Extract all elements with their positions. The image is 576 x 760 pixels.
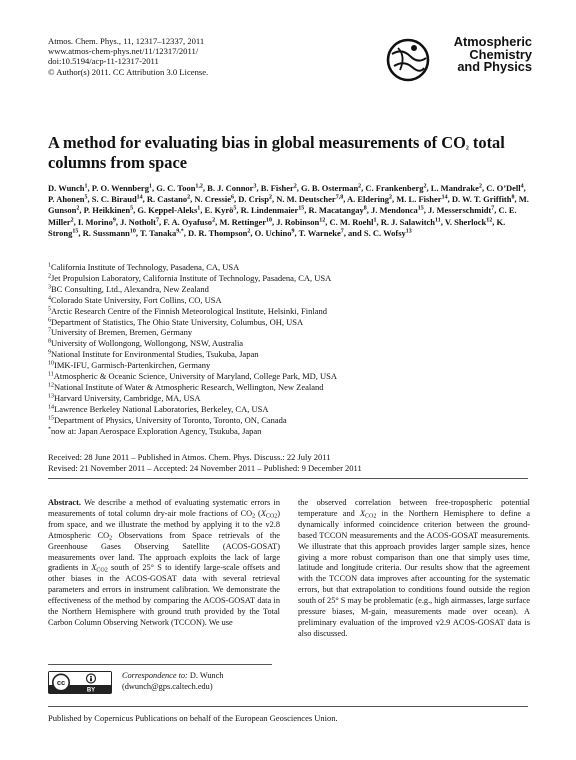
author-name: S. C. Wofsy bbox=[363, 227, 406, 238]
author bbox=[255, 228, 295, 238]
author-name: R. Sussmann bbox=[82, 227, 130, 238]
author-affiliation-mark: 11 bbox=[435, 217, 441, 224]
author-name: B. Fisher bbox=[260, 183, 294, 193]
author bbox=[431, 183, 482, 193]
author bbox=[238, 194, 272, 204]
author-name: P. O. Wennberg bbox=[91, 183, 149, 193]
abstract-subscript: 2 bbox=[252, 513, 256, 520]
affiliation-item bbox=[48, 273, 534, 284]
author-name: I. Morino bbox=[77, 216, 113, 227]
affiliation-number: 14 bbox=[48, 404, 54, 411]
affiliation-text: Department of Physics, University of Toronto, Toronto, ON, Canada bbox=[54, 414, 287, 425]
affiliation-number: 7 bbox=[48, 327, 51, 334]
author-name: O. Uchino bbox=[254, 227, 292, 238]
affiliation-text: Lawrence Berkeley National Laboratories, Berkeley, CA, USA bbox=[54, 403, 269, 414]
affiliation-text: now at: Japan Aerospace Exploration Agency, Tsukuba, Japan bbox=[51, 425, 262, 436]
author bbox=[83, 228, 136, 238]
author bbox=[205, 205, 237, 215]
abstract-text: the observed correlation between free-tropospheric potential temperature and bbox=[298, 498, 530, 518]
author-name: J. Robinson bbox=[276, 216, 320, 227]
author-affiliation-mark: 2 bbox=[70, 217, 74, 224]
author bbox=[92, 183, 152, 193]
abstract-subscript: CO2 bbox=[96, 567, 108, 574]
publication-dates bbox=[48, 452, 362, 474]
affiliation-text: National Institute for Environmental Studies, Tsukuba, Japan bbox=[51, 349, 259, 360]
author bbox=[261, 183, 297, 193]
author-affiliation-mark: 4 bbox=[520, 183, 524, 190]
author-name: T. Warneke bbox=[298, 227, 341, 238]
affiliation-number: 1 bbox=[48, 262, 51, 269]
author bbox=[452, 194, 515, 204]
author-name: T. Tanaka bbox=[140, 227, 177, 238]
author-affiliation-mark: 1,2 bbox=[195, 183, 203, 190]
author-name: M. Gunson bbox=[48, 194, 529, 216]
author bbox=[381, 217, 441, 227]
author-affiliation-mark: 2 bbox=[478, 183, 482, 190]
author-name: N. Cressie bbox=[194, 194, 231, 205]
author-affiliation-mark: 2 bbox=[247, 228, 251, 235]
author-affiliation-mark: 1 bbox=[148, 183, 152, 190]
author bbox=[301, 183, 361, 193]
correspondence-email[interactable]: (dwunch@gps.caltech.edu) bbox=[122, 681, 213, 691]
cc-by-icon bbox=[49, 672, 111, 693]
author bbox=[276, 217, 325, 227]
author-name: J. Messerschmidt bbox=[427, 205, 492, 216]
author-name: C. Frankenberg bbox=[365, 183, 424, 193]
abstract-text: south of 25° S to identify large-scale offsets and other biases in the ACOS-GOSAT data with several retrieval parameters and errors in instrument calibration. We demonstrate the effectiveness of the method by comparing the ACOS-GOSAT data in the Northern Hemisphere with ground truth provided by the Total Carbon Column Observing Network (TCCON). We use bbox=[48, 563, 280, 627]
author-affiliation-mark: 12 bbox=[319, 217, 326, 224]
footnote-divider bbox=[48, 664, 272, 665]
abstract-text: in the Northern Hemisphere to define a dynamically informed coincidence criterion between the ground-based TCCON measurements and the ACOS-GOSAT measurements. We illustrate that this approach provides larger sample sizes, hence giving a more robust comparison than one that simply uses time, latitude and longitude criteria. Our results show that the agreement with the TCCON data improves after accounting for the systematic errors, but that extrapolation to conditions found outside the region south of 25° S may be problematic (e.g., high airmasses, large surface pressure biases, M-gain, measurements made over ocean). A preliminary evaluation of the improved v2.9 ACOS-GOSAT data is also discussed. bbox=[298, 508, 531, 638]
author bbox=[364, 228, 412, 238]
author-affiliation-mark: 2 bbox=[268, 194, 272, 201]
affiliation-item bbox=[48, 338, 534, 349]
author-name: C. O’Dell bbox=[486, 183, 521, 193]
author-name: K. Strong bbox=[48, 216, 506, 238]
affiliation-item bbox=[48, 415, 534, 426]
author bbox=[486, 183, 523, 193]
author bbox=[308, 205, 366, 215]
author bbox=[188, 228, 250, 238]
author bbox=[241, 205, 305, 215]
affiliation-number: 4 bbox=[48, 295, 51, 302]
author-name: G. C. Toon bbox=[156, 183, 196, 193]
abstract-column-right bbox=[298, 498, 530, 640]
author-affiliation-mark: 2 bbox=[76, 205, 80, 212]
affiliation-number: * bbox=[48, 426, 51, 433]
author-affiliation-mark: 14 bbox=[441, 194, 448, 201]
author-name: F. A. Oyafuso bbox=[163, 216, 213, 227]
publisher-footer: Published by Copernicus Publications on behalf of the European Geosciences Union. bbox=[48, 713, 338, 723]
author-name: C. M. Roehl bbox=[329, 216, 374, 227]
correspondence-name: D. Wunch bbox=[187, 671, 224, 680]
author-affiliation-mark: 7,8 bbox=[335, 194, 344, 201]
affiliation-text: Department of Statistics, The Ohio State University, Columbus, OH, USA bbox=[51, 316, 304, 327]
author-name: D. R. Thompson bbox=[188, 227, 248, 238]
affiliation-text: IMK-IFU, Garmisch-Partenkirchen, Germany bbox=[54, 360, 211, 371]
author-name: J. Notholt bbox=[120, 216, 156, 227]
author bbox=[194, 194, 234, 204]
author-name: R. J. Salawitch bbox=[380, 216, 436, 227]
correspondence-label: Correspondence to: bbox=[122, 671, 188, 680]
author-affiliation-mark: 7 bbox=[491, 205, 495, 212]
author bbox=[84, 205, 133, 215]
affiliation-text: Atmospheric & Oceanic Science, University of Maryland, College Park, MD, USA bbox=[53, 371, 338, 382]
section-divider bbox=[48, 478, 528, 479]
affiliation-text: National Institute of Water & Atmospheric Research, Wellington, New Zealand bbox=[54, 381, 324, 392]
author bbox=[78, 217, 116, 227]
author-affiliation-mark: 2 bbox=[212, 217, 216, 224]
author bbox=[92, 194, 143, 204]
author-affiliation-mark: 13 bbox=[405, 228, 412, 235]
author-affiliation-mark: 6 bbox=[231, 194, 234, 201]
affiliation-text: BC Consulting, Ltd., Alexandra, New Zealand bbox=[51, 283, 209, 294]
author-name: D. Wunch bbox=[48, 183, 85, 193]
affiliation-item bbox=[48, 426, 534, 437]
author-affiliation-mark: 2 bbox=[389, 194, 392, 201]
author-name: G. Keppel-Aleks bbox=[137, 205, 198, 216]
author-name: P. Ahonen bbox=[48, 194, 85, 205]
author-name: R. Macatangay bbox=[308, 205, 364, 216]
affiliation-text: California Institute of Technology, Pasadena, CA, USA bbox=[51, 262, 240, 272]
author bbox=[219, 217, 272, 227]
author-affiliation-mark: 10 bbox=[129, 228, 136, 235]
author-affiliation-mark: 15 bbox=[417, 205, 424, 212]
abstract-column-left bbox=[48, 498, 280, 629]
author bbox=[147, 194, 190, 204]
author bbox=[347, 194, 392, 204]
author bbox=[156, 183, 203, 193]
author-affiliation-mark: 14 bbox=[136, 194, 143, 201]
journal-citation: Atmos. Chem. Phys., 11, 12317–12337, 2011 bbox=[48, 36, 205, 46]
author bbox=[207, 183, 256, 193]
affiliation-number: 9 bbox=[48, 349, 51, 356]
abstract-subscript: CO2 bbox=[365, 513, 377, 520]
author-name: R. Castano bbox=[146, 194, 188, 205]
author bbox=[371, 205, 424, 215]
author-name: A. Eldering bbox=[346, 194, 389, 205]
author bbox=[365, 183, 426, 193]
logo-text bbox=[440, 36, 532, 74]
affiliation-item bbox=[48, 327, 534, 338]
affiliation-number: 11 bbox=[48, 371, 54, 378]
logo-line: Chemistry bbox=[469, 46, 532, 62]
author-affiliation-mark: 1 bbox=[373, 217, 377, 224]
logo-line: and Physics bbox=[457, 59, 532, 75]
affiliation-number: 15 bbox=[48, 415, 54, 422]
affiliation-item bbox=[48, 349, 534, 360]
abstract-symbol: X bbox=[359, 508, 366, 518]
abstract-text: ) from space, and we illustrate the method by applying it to the v2.8 Atmospheric CO bbox=[48, 508, 280, 540]
copyright: © Author(s) 2011. CC Attribution 3.0 License. bbox=[48, 66, 209, 77]
affiliation-item bbox=[48, 317, 534, 328]
author bbox=[396, 194, 447, 204]
author-affiliation-mark: 8 bbox=[511, 194, 515, 201]
affiliation-item bbox=[48, 306, 534, 317]
author-name: E. Kyrö bbox=[204, 205, 234, 216]
journal-header bbox=[48, 36, 208, 77]
author-name: N. M. Deutscher bbox=[276, 194, 336, 205]
abstract-subscript: 2 bbox=[109, 535, 113, 542]
affiliation-number: 8 bbox=[48, 338, 51, 345]
abstract-text: We describe a method of evaluating systematic errors in measurements of total column dry-air mole fractions of CO bbox=[48, 498, 280, 518]
author-name: G. B. Osterman bbox=[301, 183, 359, 193]
author-affiliation-mark: 7 bbox=[340, 228, 344, 235]
author bbox=[140, 228, 184, 238]
abstract-text: Observations from Space retrievals of the Greenhouse Gases Observing Satellite (ACOS-GOSAT) measurements over land. The approach exploits the lack of large gradients in bbox=[48, 530, 280, 573]
affiliation-number: 13 bbox=[48, 393, 54, 400]
affiliation-item bbox=[48, 404, 534, 415]
author-affiliation-mark: 1 bbox=[84, 183, 88, 190]
author-affiliation-mark: 5 bbox=[233, 205, 237, 212]
author bbox=[137, 205, 200, 215]
author-affiliation-mark: 8 bbox=[363, 205, 367, 212]
journal-logo bbox=[384, 36, 534, 84]
affiliation-number: 3 bbox=[48, 284, 51, 291]
affiliation-text: University of Wollongong, Wollongong, NSW, Australia bbox=[51, 338, 244, 349]
abstract-label: Abstract. bbox=[48, 498, 81, 507]
journal-url[interactable]: www.atmos-chem-phys.net/11/12317/2011/ bbox=[48, 46, 199, 57]
author-affiliation-mark: 2 bbox=[423, 183, 427, 190]
paper-title: A method for evaluating bias in global measurements of $CO_2$ total columns from space bbox=[48, 133, 505, 172]
author-affiliation-mark: 9,* bbox=[176, 228, 184, 235]
author-affiliation-mark: 9 bbox=[112, 217, 116, 224]
author bbox=[299, 228, 344, 238]
footer-divider bbox=[48, 706, 528, 707]
author-affiliation-mark: 15 bbox=[298, 205, 305, 212]
abstract-subscript: CO2 bbox=[265, 513, 278, 520]
author-name: R. Lindenmaier bbox=[240, 205, 299, 216]
abstract-text: ( bbox=[255, 508, 261, 518]
affiliation-text: University of Bremen, Bremen, Germany bbox=[51, 327, 193, 338]
affiliation-number: 12 bbox=[48, 382, 54, 389]
affiliation-item bbox=[48, 360, 534, 371]
author-name: D. Crisp bbox=[238, 194, 269, 205]
author-name: J. Mendonca bbox=[370, 205, 418, 216]
affiliation-number: 6 bbox=[48, 317, 51, 324]
author-affiliation-mark: 2 bbox=[293, 183, 297, 190]
author-affiliation-mark: 10 bbox=[266, 217, 273, 224]
author-affiliation-mark: 1 bbox=[197, 205, 201, 212]
author-name: V. Sherlock bbox=[444, 216, 487, 227]
author-affiliation-mark: 2 bbox=[358, 183, 362, 190]
author bbox=[48, 183, 88, 193]
author-affiliation-mark: 5 bbox=[84, 194, 88, 201]
affiliation-item bbox=[48, 295, 534, 306]
affiliation-text: Arctic Research Centre of the Finnish Meteorological Institute, Helsinki, Finland bbox=[51, 305, 327, 316]
author bbox=[120, 217, 159, 227]
received-line: Received: 28 June 2011 – Published in Atmos. Chem. Phys. Discuss.: 22 July 2011 bbox=[48, 452, 331, 462]
author-name: P. Heikkinen bbox=[83, 205, 131, 216]
author-affiliation-mark: 3 bbox=[253, 183, 257, 190]
author bbox=[163, 217, 215, 227]
author-name: M. Rettinger bbox=[219, 216, 267, 227]
affiliation-text: Colorado State University, Fort Collins, CO, USA bbox=[51, 294, 222, 305]
author-name: C. E. Miller bbox=[48, 205, 517, 227]
author-affiliation-mark: 15 bbox=[72, 228, 79, 235]
author-affiliation-mark: 9 bbox=[291, 228, 295, 235]
svg-text:cc: cc bbox=[56, 678, 66, 687]
author bbox=[445, 217, 492, 227]
author-affiliation-mark: 12 bbox=[486, 217, 493, 224]
doi[interactable]: doi:10.5194/acp-11-12317-2011 bbox=[48, 56, 159, 67]
affiliation-list bbox=[48, 262, 534, 437]
logo-line: Atmospheric bbox=[453, 34, 532, 49]
affiliation-number: 5 bbox=[48, 306, 51, 313]
affiliation-item bbox=[48, 262, 534, 273]
cc-by-badge[interactable] bbox=[48, 671, 112, 694]
author-name: M. L. Fisher bbox=[396, 194, 442, 205]
affiliation-number: 2 bbox=[48, 273, 51, 280]
affiliation-item bbox=[48, 393, 534, 404]
author-list: D. Wunch$^1$, P. O. Wennberg$^1$, G. C. Toon$^{1,2}$, B. J. Connor$^3$, B. Fisher$^2$, G. B. Osterman$^2$, C. Frankenberg$^2$, L. Mandrake$^2$, C. O’Dell$^4$, P. Ahonen$^5$, S. C. Biraud$^{14}$, R. Castano$^2$, N. Cressie$^6$, D. Crisp$^2$, N. M. Deutscher$^{7,8}$, A. Eldering$^2$, M. L. Fisher$^{14}$, D. W. T. Griffith$^8$, M. Gunson$^2$, P. Heikkinen$^5$, G. Keppel-Aleks$^1$, E. Kyrö$^5$, R. Lindenmaier$^{15}$, R. Macatangay$^8$, J. Mendonca$^{15}$, J. Messerschmidt$^7$, C. E. Miller$^2$, I. Morino$^9$, J. Notholt$^7$, F. A. Oyafuso$^2$, M. Rettinger$^{10}$, J. Robinson$^{12}$, C. M. Roehl$^1$, R. J. Salawitch$^{11}$, V. Sherlock$^{12}$, K. Strong$^{15}$, R. Sussmann$^{10}$, T. Tanaka$^{9,*}$, D. R. Thompson$^2$, O. Uchino$^9$, T. Warneke$^7$, and S. C. Wofsy$^{13}$ bbox=[48, 183, 529, 238]
egu-globe-icon bbox=[384, 36, 434, 84]
author-name: D. W. T. Griffith bbox=[451, 194, 512, 205]
svg-text:BY: BY bbox=[86, 687, 96, 693]
affiliation-text: Harvard University, Cambridge, MA, USA bbox=[54, 392, 201, 403]
author-affiliation-mark: 7 bbox=[156, 217, 159, 224]
abstract-symbol: X bbox=[260, 508, 266, 518]
affiliation-number: 10 bbox=[48, 360, 54, 367]
affiliation-item bbox=[48, 284, 534, 295]
correspondence bbox=[122, 671, 224, 693]
author-affiliation-mark: 5 bbox=[130, 205, 134, 212]
author bbox=[330, 217, 377, 227]
affiliation-text: Jet Propulsion Laboratory, California Institute of Technology, Pasadena, CA, USA bbox=[51, 272, 332, 283]
abstract-symbol: X bbox=[91, 563, 97, 573]
affiliation-item bbox=[48, 382, 534, 393]
affiliation-item bbox=[48, 371, 534, 382]
author bbox=[276, 194, 343, 204]
author-name: B. J. Connor bbox=[207, 183, 254, 193]
author-name: S. C. Biraud bbox=[91, 194, 137, 205]
author-affiliation-mark: 2 bbox=[187, 194, 191, 201]
revised-line: Revised: 21 November 2011 – Accepted: 24 November 2011 – Published: 9 December 2011 bbox=[48, 462, 362, 473]
author bbox=[48, 194, 88, 204]
author-name: L. Mandrake bbox=[430, 183, 479, 193]
author bbox=[428, 205, 494, 215]
